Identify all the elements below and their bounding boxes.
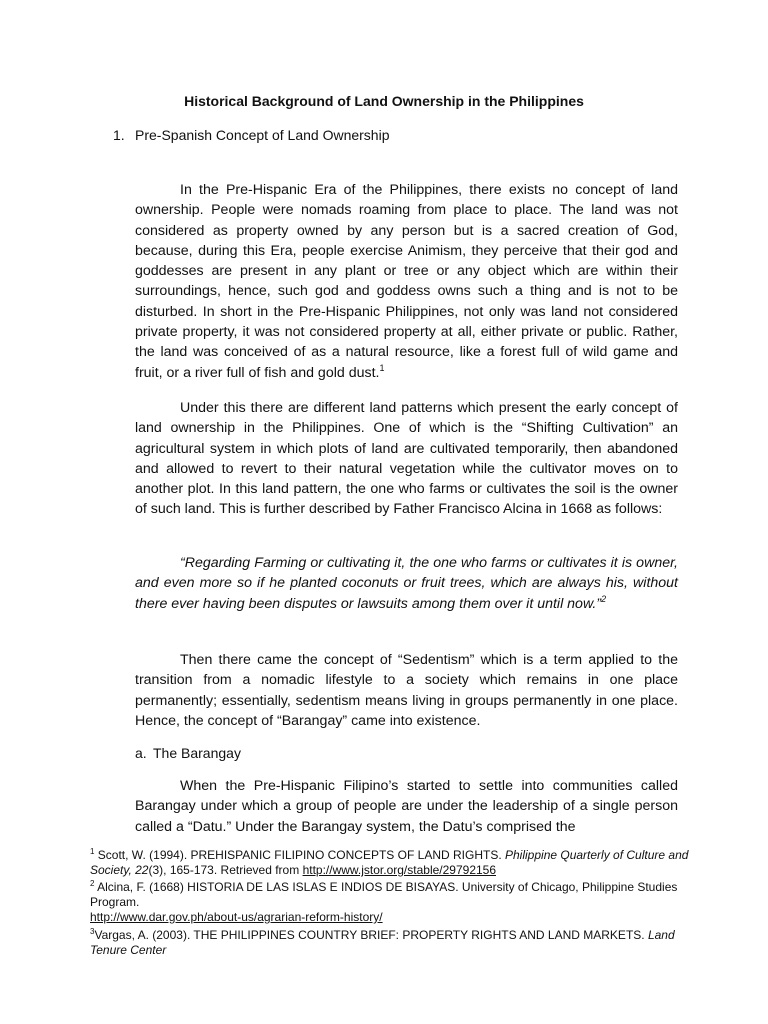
- footnote-1-text: Scott, W. (1994). PREHISPANIC FILIPINO CONCEPTS OF LAND RIGHTS.: [97, 848, 505, 862]
- paragraph-5: [135, 776, 678, 836]
- footnote-3-text: Vargas, A. (2003). THE PHILIPPINES COUNTRY BRIEF: PROPERTY RIGHTS AND LAND MARKETS.: [94, 928, 648, 942]
- subsection-heading: [135, 745, 241, 761]
- quote-text: “Regarding Farming or cultivating it, the one who farms or cultivates it is owner, and even more so if he planted coconuts or fruit trees, which are always his, without there ever having been disputes or lawsuits among them over it until now.”: [135, 555, 678, 612]
- paragraph-5-text: When the Pre-Hispanic Filipino’s started to settle into communities called Barangay under which a group of people are under the leadership of a single person called a “Datu.” Under the Barangay system, the Datu’s comprised the: [135, 778, 678, 835]
- document-title: Historical Background of Land Ownership in the Philippines: [184, 93, 584, 109]
- footnote-1-mark: 1: [90, 847, 95, 856]
- footnote-1-issue: (3), 165-173. Retrieved from: [148, 863, 303, 877]
- paragraph-2-text: Under this there are different land patterns which present the early concept of land ownership in the Philippines. One of which is the “Shifting Cultivation” an agricultural system in which plots of land are cultivated temporarily, then abandoned and allowed to revert to their natural vegetation while the cultivator moves on to another plot. In this land pattern, the one who farms or cultivates the soil is the owner of such land. This is further described by Father Francisco Alcina in 1668 as follows:: [135, 400, 678, 518]
- paragraph-2: [135, 398, 678, 520]
- footnote-1-journal: Philippine Quarterly of Culture and Society, 22: [90, 848, 689, 877]
- footnote-ref-1: 1: [379, 362, 385, 373]
- footnote-2-link[interactable]: http://www.dar.gov.ph/about-us/agrarian-reform-history/: [90, 910, 383, 924]
- subsection-letter: a.: [135, 745, 147, 761]
- footnote-ref-2: 2: [601, 593, 607, 604]
- paragraph-4-text: Then there came the concept of “Sedentism” which is a term applied to the transition from a nomadic lifestyle to a society which remains in one place permanently; essentially, sedentism means living in groups permanently in one place. Hence, the concept of “Barangay” came into existence.: [135, 652, 678, 729]
- footnote-3: [90, 928, 690, 958]
- footnote-2-text: Alcina, F. (1668) HISTORIA DE LAS ISLAS E INDIOS DE BISAYAS. University of Chicago, Philippine Studies Program.: [90, 880, 678, 909]
- paragraph-1: [135, 180, 678, 383]
- footnote-3-mark: 3: [90, 927, 95, 936]
- footnote-1-link[interactable]: http://www.jstor.org/stable/29792156: [302, 863, 497, 877]
- footnote-3-source: Land Tenure Center: [90, 928, 675, 957]
- section-title: Pre-Spanish Concept of Land Ownership: [135, 127, 390, 143]
- footnote-1: [90, 848, 690, 878]
- section-number: 1.: [113, 127, 125, 143]
- subsection-title: The Barangay: [153, 745, 241, 761]
- footnote-2: [90, 880, 690, 925]
- paragraph-1-text: In the Pre-Hispanic Era of the Philippines, there exists no concept of land ownership. People were nomads roaming from place to place. The land was not considered as property owned by any person but is a sacred creation of God, because, during this Era, people exercise Animism, they perceive that their god and goddesses are present in any plant or tree or any object which are within their surroundings, hence, such god and goddess owns such a thing and is not to be disturbed. In short in the Pre-Hispanic Philippines, not only was land not considered private property, it was not considered property at all, either private or public. Rather, the land was conceived of as a natural resource, like a forest full of wild game and fruit, or a river full of fish and gold dust.: [135, 182, 678, 381]
- paragraph-4: [135, 650, 678, 731]
- section-heading: [113, 127, 389, 143]
- footnote-2-mark: 2: [90, 879, 95, 888]
- quote-paragraph: [135, 553, 678, 614]
